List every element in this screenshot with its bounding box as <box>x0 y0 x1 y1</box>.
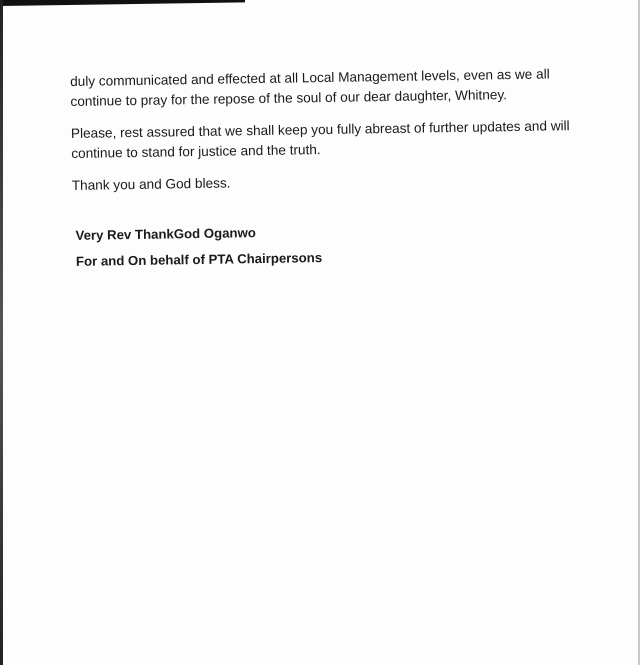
letter-closing: Thank you and God bless. <box>71 175 231 193</box>
signatory-name: Very Rev ThankGod Oganwo <box>75 225 256 243</box>
signatory-title: For and On behalf of PTA Chairpersons <box>75 250 323 269</box>
scan-border-top <box>0 0 245 6</box>
letter-paragraph-2: Please, rest assured that we shall keep you fully abreast of further updates and will continue to stand for justice and the truth. <box>70 118 570 161</box>
letter-body <box>70 64 593 272</box>
letter-paragraph-1: duly communicated and effected at all Local Management levels, even as we all continue to pray for the repose of the soul of our dear daughter, Whitney. <box>70 66 550 109</box>
scan-border-left <box>0 0 3 665</box>
